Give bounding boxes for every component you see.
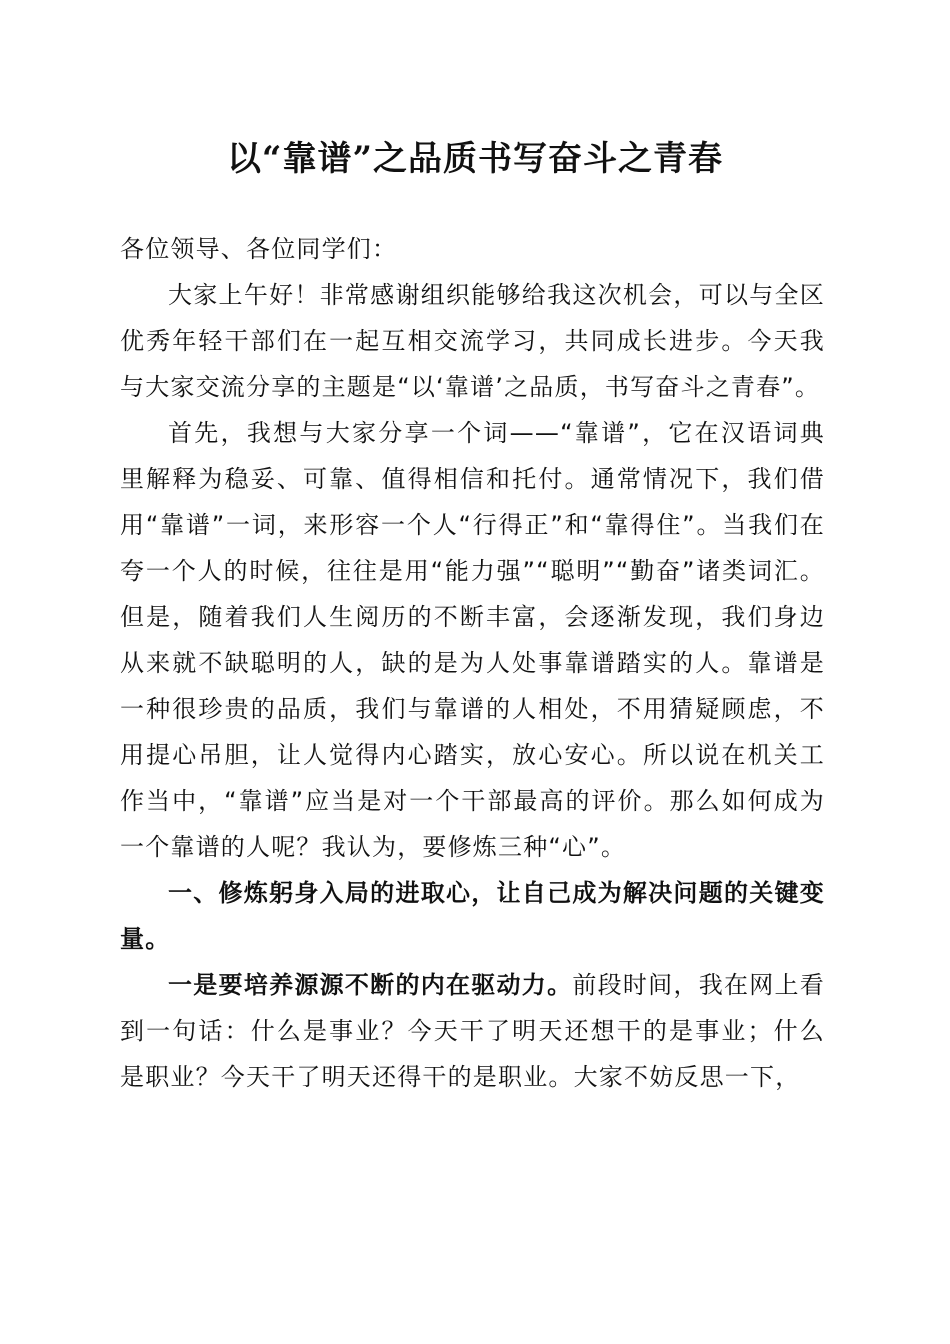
salutation: 各位领导、各位同学们： [120,235,398,263]
paragraph-reliability: 首先，我想与大家分享一个词——“靠谱”，它在汉语词典里解释为稳妥、可靠、值得相信和托付。通常情况下，我们借用“靠谱”一词，来形容一个人“行得正”和“靠得住”。当我们在夸一个人的时候，往往是用“能力强”“聪明”“勤奋”诸类词汇。但是，随着我们人生阅历的不断丰富，会逐渐发现，我们身边从来就不缺聪明的人，缺的是为人处事靠谱踏实的人。靠谱是一种很珍贵的品质，我们与靠谱的人相处，不用猜疑顾虑，不用提心吊胆，让人觉得内心踏实，放心安心。所以说在机关工作当中，“靠谱”应当是对一个干部最高的评价。那么如何成为一个靠谱的人呢？我认为，要修炼三种“心”。 [120,419,825,861]
subpoint-lead: 一是要培养源源不断的内在驱动力。 [168,971,573,999]
document-body [120,226,825,1100]
subpoint-text: 前段时间，我在网上看到一句话：什么是事业？今天干了明天还想干的是事业；什么是职业？今天干了明天还得干的是职业。大家不妨反思一下， [120,971,826,1091]
paragraph-greeting: 大家上午好！非常感谢组织能够给我这次机会，可以与全区优秀年轻干部们在一起互相交流学习，共同成长进步。今天我与大家交流分享的主题是“以‘靠谱’之品质，书写奋斗之青春”。 [120,281,825,401]
document-title: 以“靠谱”之品质书写奋斗之青春 [226,139,724,179]
section-heading: 一、修炼躬身入局的进取心，让自己成为解决问题的关键变量。 [120,879,825,953]
paragraph-subpoint-one [120,962,825,1100]
